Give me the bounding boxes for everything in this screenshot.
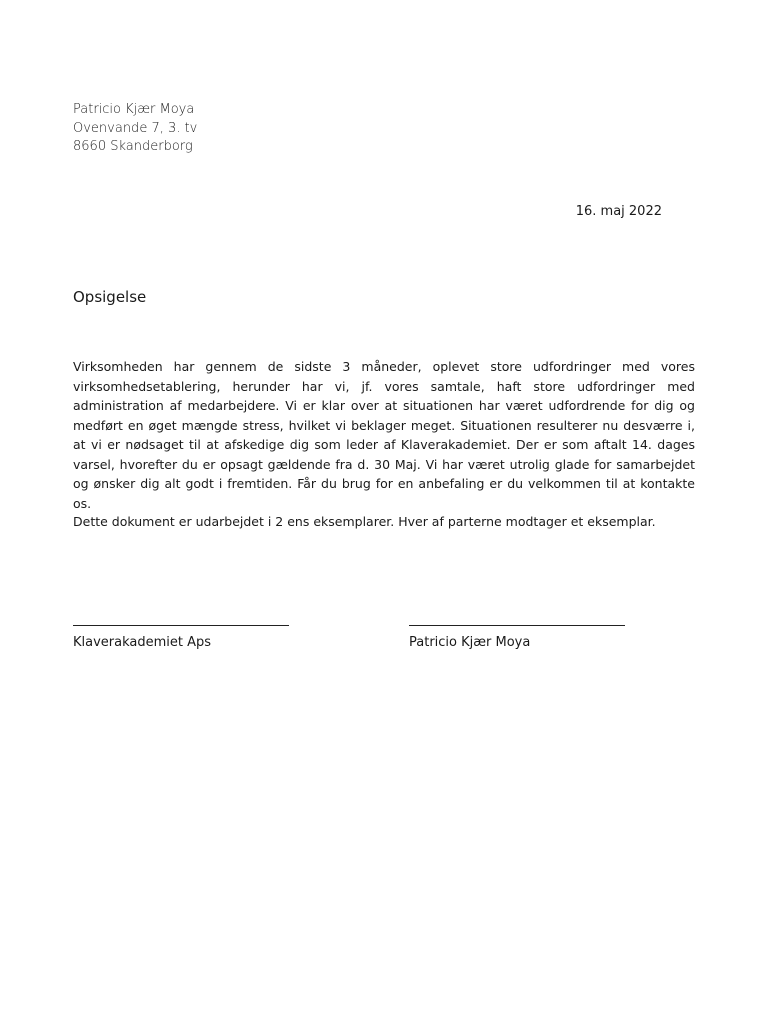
company-signature-line xyxy=(73,625,289,626)
employee-signature-block xyxy=(409,625,625,652)
body-paragraph: Virksomheden har gennem de sidste 3 måneder, oplevet store udfordringer med vores virksomhedsetablering, herunder har vi, jf. vores samtale, haft store udfordringer med administration af medarbejdere. Vi er klar over at situationen har været udfordrende for dig og medført en øget mængde stress, hvilket vi beklager meget. Situationen resulterer nu desværre i, at vi er nødsaget til at afskedige dig som leder af Klaverakademiet. Der er som aftalt 14. dages varsel, hvorefter du er opsagt gældende fra d. 30 Maj. Vi har været utrolig glade for samarbejdet og ønsker dig alt godt i fremtiden. Får du brug for en anbefaling er du velkommen til at kontakte os. xyxy=(73,359,695,511)
closing-paragraph: Dette dokument er udarbejdet i 2 ens eksemplarer. Hver af parterne modtager et eksemplar. xyxy=(73,514,656,529)
company-signature-name: Klaverakademiet Aps xyxy=(73,635,212,650)
employee-signature-name: Patricio Kjær Moya xyxy=(409,635,531,650)
sender-name: Patricio Kjær Moya xyxy=(73,102,195,117)
sender-address xyxy=(73,101,197,157)
letter-subject: Opsigelse xyxy=(73,288,147,306)
letter-date: 16. maj 2022 xyxy=(575,204,662,219)
company-signature-block xyxy=(73,625,289,652)
sender-city: 8660 Skanderborg xyxy=(73,139,193,154)
employee-signature-line xyxy=(409,625,625,626)
sender-street: Ovenvande 7, 3. tv xyxy=(73,120,198,136)
